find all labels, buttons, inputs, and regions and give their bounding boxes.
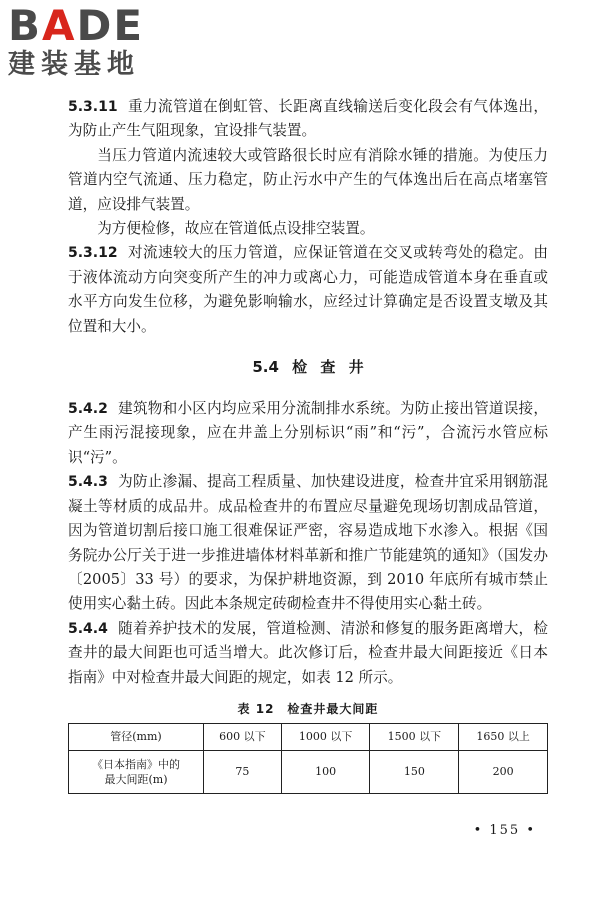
table-header-cell: 管径(mm) <box>69 723 204 750</box>
clause-5-3-11-para3: 为方便检修，故应在管道低点设排空装置。 <box>97 220 375 238</box>
page-content <box>68 95 548 794</box>
page-number: • 155 • <box>473 823 536 838</box>
clause-5-4-3: 5.4.3 为防止渗漏、提高工程质量、加快建设进度，检查井宜采用钢筋混凝土等材质的成品井。成品检查井的布置应尽量避免现场切割成品管道，因为管道切割后接口施工很难保证严密，容易造成地下水渗入。根据《国务院办公厅关于进一步推进墙体材料革新和推广节能建筑的通知》（国发办〔2005〕33 号）的要求，为保护耕地资源，到 2010 年底所有城市禁止使用实心黏土砖。因此本条规定砖砌检查井不得使用实心黏土砖。 <box>68 473 548 613</box>
bade-logo <box>8 1 178 90</box>
logo-subtitle: 建装基地 <box>8 49 140 80</box>
table-cell: 150 <box>370 750 459 793</box>
table-title: 表 12 检查井最大间距 <box>237 701 379 716</box>
table-header-cell: 1000 以下 <box>281 723 370 750</box>
clause-5-3-12: 5.3.12 对流速较大的压力管道，应保证管道在交叉或转弯处的稳定。由于液体流动方向突变所产生的冲力或离心力，可能造成管道本身在垂直或水平方向发生位移，为避免影响输水，应经过计算确定是否设置支墩及其位置和大小。 <box>68 244 548 335</box>
logo-wordmark: BADE <box>8 1 145 50</box>
clause-5-3-11: 5.3.11 重力流管道在倒虹管、长距离直线输送后变化段会有气体逸出，为防止产生气阻现象，宜设排气装置。 <box>68 98 548 140</box>
table-header-cell: 600 以下 <box>204 723 282 750</box>
table-row-label: 《日本指南》中的 最大间距(m) <box>69 750 204 793</box>
table-cell: 75 <box>204 750 282 793</box>
table-row <box>69 750 548 793</box>
spacing-table <box>68 723 548 794</box>
clause-5-3-11-para2: 当压力管道内流速较大或管路很长时应有消除水锤的措施。为使压力管道内空气流通、压力稳定，防止污水中产生的气体逸出后在高点堵塞管道，应设排气装置。 <box>68 146 548 213</box>
clause-5-4-4: 5.4.4 随着养护技术的发展，管道检测、清淤和修复的服务距离增大，检查井的最大间距也可适当增大。此次修订后，检查井最大间距接近《日本指南》中对检查井最大间距的规定，如表 12 所示。 <box>68 619 548 686</box>
table-cell: 200 <box>459 750 548 793</box>
section-heading: 5.4 检 查 井 <box>252 358 364 377</box>
table-header-cell: 1500 以下 <box>370 723 459 750</box>
table-header-cell: 1650 以上 <box>459 723 548 750</box>
table-cell: 100 <box>281 750 370 793</box>
clause-5-4-2: 5.4.2 建筑物和小区内均应采用分流制排水系统。为防止接出管道误接，产生雨污混接现象，应在井盖上分别标识“雨”和“污”，合流污水管应标识“污”。 <box>68 400 548 466</box>
table-header-row <box>69 723 548 750</box>
